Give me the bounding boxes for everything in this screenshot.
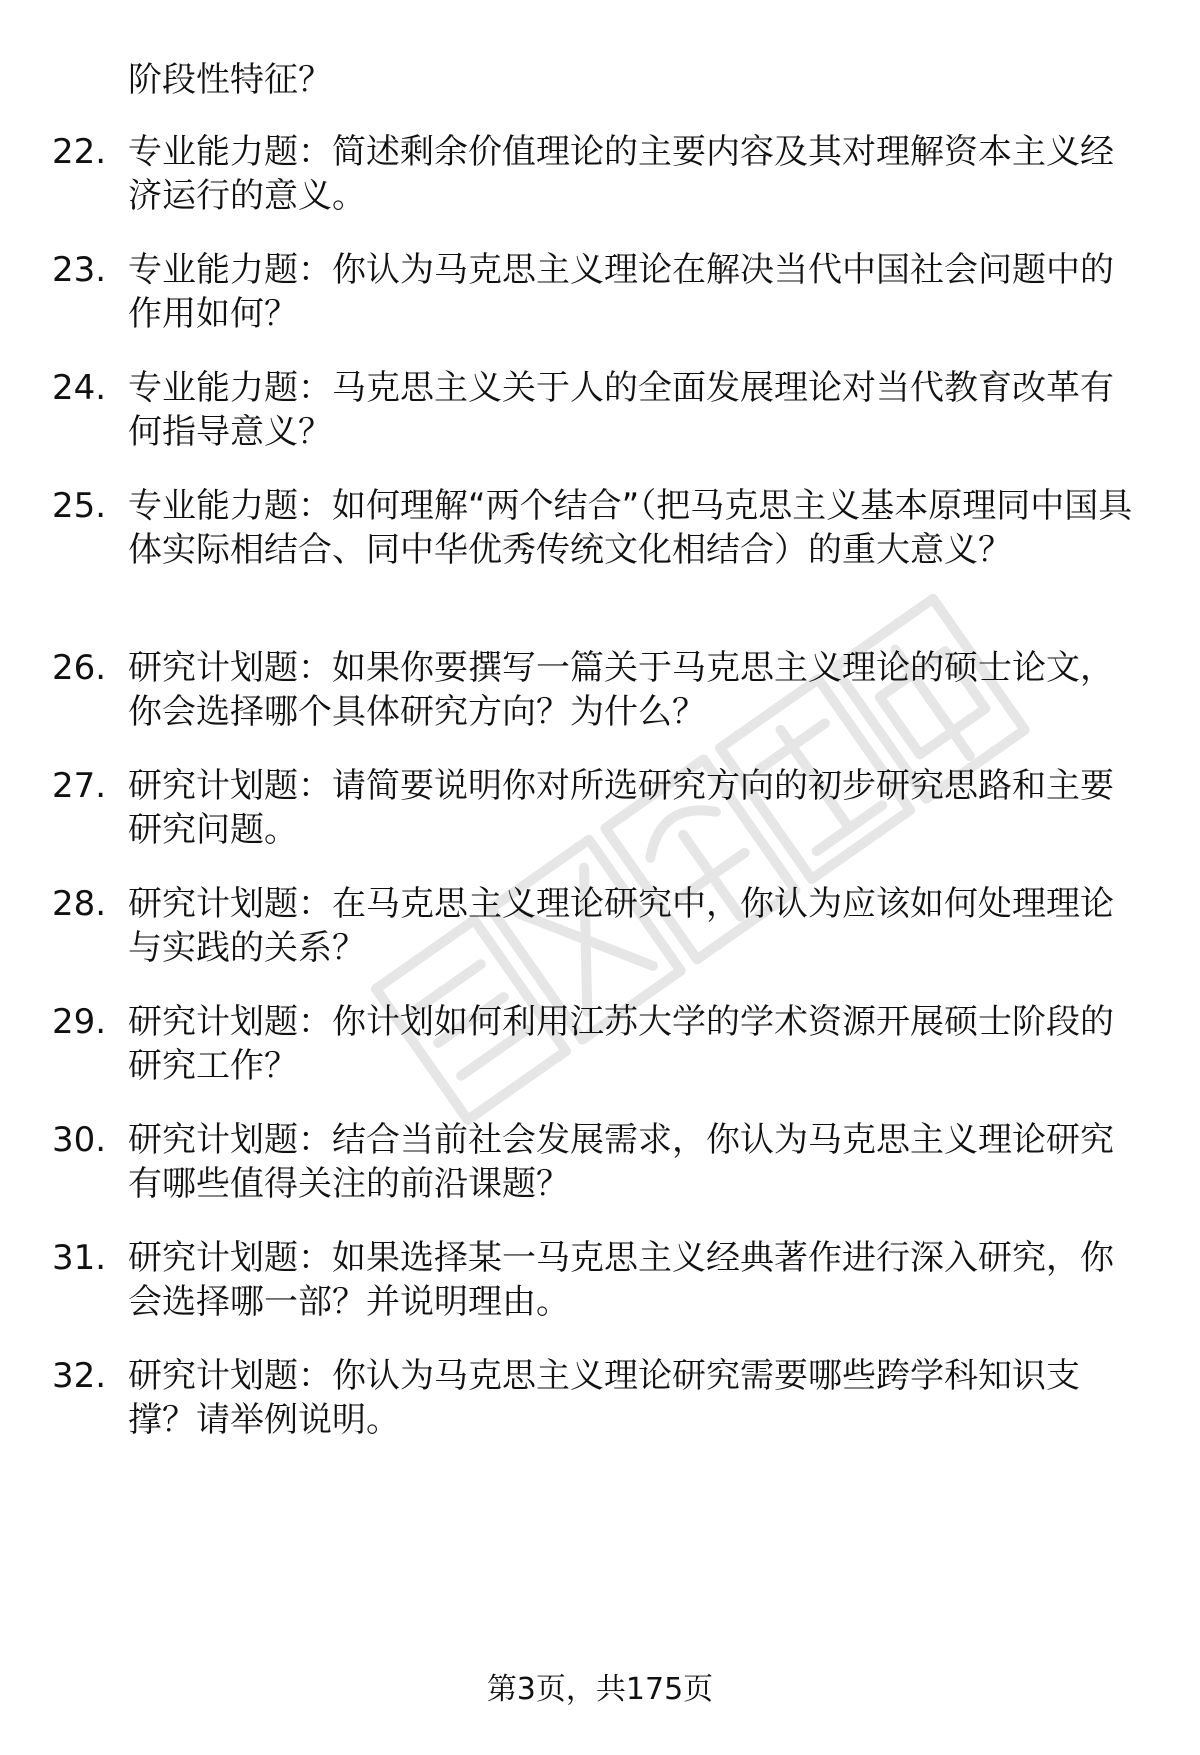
item-text: 研究计划题：你认为马克思主义理论研究需要哪些跨学科知识支撑？请举例说明。	[128, 1356, 1080, 1440]
item-text: 阶段性特征？	[128, 60, 332, 100]
item-number: 27.	[52, 766, 107, 806]
item-text: 研究计划题：结合当前社会发展需求，你认为马克思主义理论研究有哪些值得关注的前沿课题？	[128, 1120, 1114, 1204]
item-number: 22.	[52, 132, 107, 172]
watermark-graphic	[330, 520, 1110, 1220]
item-text: 专业能力题：马克思主义关于人的全面发展理论对当代教育改革有何指导意义？	[128, 368, 1114, 452]
item-text: 专业能力题：如何理解“两个结合”（把马克思主义基本原理同中国具体实际相结合、同中华优秀传统文化相结合）的重大意义？	[128, 486, 1133, 570]
item-text: 研究计划题：在马克思主义理论研究中，你认为应该如何处理理论与实践的关系？	[128, 884, 1114, 968]
item-number: 26.	[52, 648, 107, 688]
item-number: 32.	[52, 1356, 107, 1396]
item-number: 28.	[52, 884, 107, 924]
item-text: 研究计划题：你计划如何利用江苏大学的学术资源开展硕士阶段的研究工作？	[128, 1002, 1114, 1086]
item-number: 23.	[52, 250, 107, 290]
item-number: 25.	[52, 486, 107, 526]
item-number: 31.	[52, 1238, 107, 1278]
item-text: 研究计划题：请简要说明你对所选研究方向的初步研究思路和主要研究问题。	[128, 766, 1114, 850]
item-text: 研究计划题：如果你要撰写一篇关于马克思主义理论的硕士论文，你会选择哪个具体研究方向？为什么？	[128, 648, 1114, 732]
item-number: 24.	[52, 368, 107, 408]
item-text: 专业能力题：你认为马克思主义理论在解决当代中国社会问题中的作用如何？	[128, 250, 1114, 334]
item-text: 专业能力题：简述剩余价值理论的主要内容及其对理解资本主义经济运行的意义。	[128, 132, 1114, 216]
page-footer: 第3页，共175页	[486, 1672, 714, 1707]
item-number: 29.	[52, 1002, 107, 1042]
item-text: 研究计划题：如果选择某一马克思主义经典著作进行深入研究，你会选择哪一部？并说明理由。	[128, 1238, 1114, 1322]
item-number: 30.	[52, 1120, 107, 1160]
